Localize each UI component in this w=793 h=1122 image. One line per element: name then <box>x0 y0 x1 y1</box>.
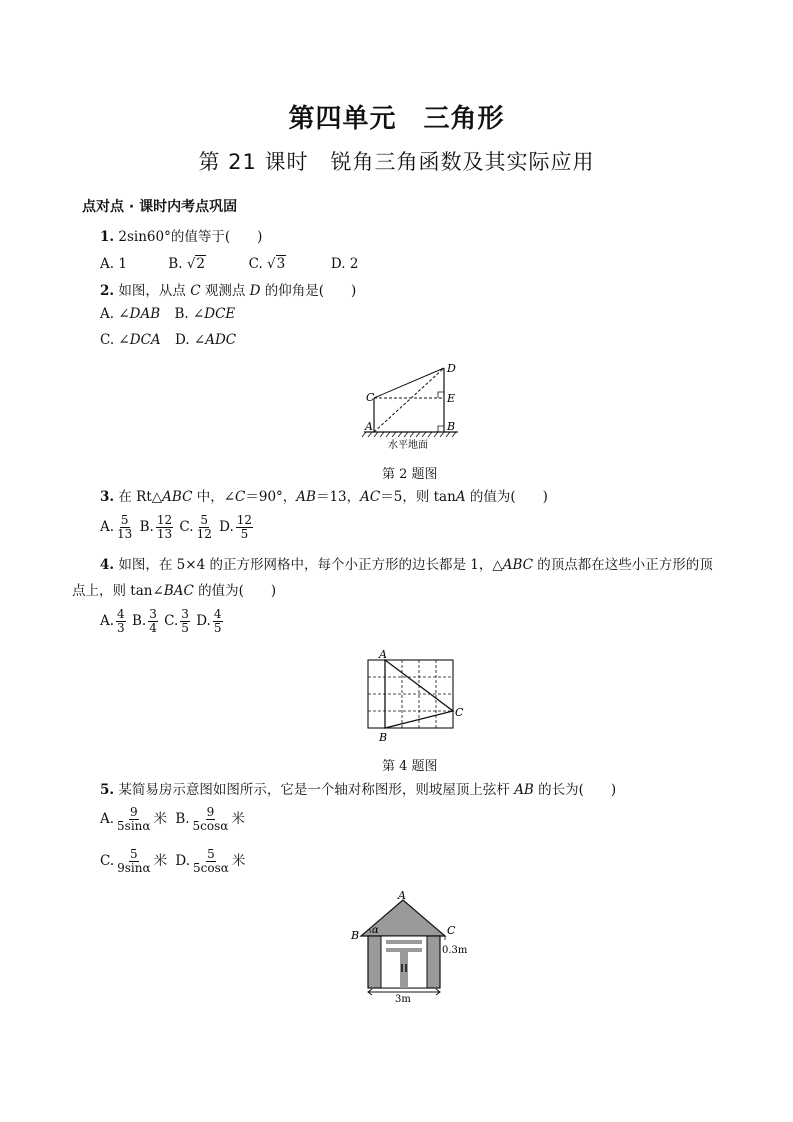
label-a: A <box>365 420 373 433</box>
label-c: C <box>366 391 375 404</box>
ground-label: 水平地面 <box>388 440 428 451</box>
radicand: 2 <box>196 256 206 272</box>
label-width: 3m <box>395 994 411 1005</box>
option-b: B. $\frac{3}{4}$ <box>131 607 157 635</box>
option-a: A. ∠DAB <box>100 306 161 322</box>
question-number: 2. <box>100 283 115 299</box>
label-b: B <box>379 731 388 744</box>
option-d: D. ∠ADC <box>174 332 237 348</box>
option-a: A. 1 <box>100 256 127 272</box>
label-c: C <box>455 706 464 719</box>
label-alpha: α <box>372 925 379 936</box>
question-5: 5. 某简易房示意图如图所示，它是一个轴对称图形，则坡屋顶上弦杆 AB 的长为( ) <box>100 782 617 798</box>
question-number: 1. <box>100 229 115 245</box>
label-b: B <box>351 929 360 942</box>
figure-5 <box>345 888 480 1006</box>
question-number: 5. <box>100 782 115 798</box>
question-1 <box>100 228 262 246</box>
option-c: C. √3 <box>248 256 286 272</box>
figure-4 <box>360 648 472 746</box>
door-pillar <box>400 948 408 988</box>
question-number: 4. <box>100 557 115 573</box>
option-b: B. $\frac{12}{13}$ <box>139 513 173 541</box>
unit-title: 第四单元 三角形 <box>288 104 505 134</box>
label-d: D <box>447 362 456 375</box>
question-5-options-row-1 <box>100 806 245 833</box>
question-3: 3. 在 Rt△ABC 中，∠C＝90°，AB＝13，AC＝5，则 tanA 的值为( ) <box>100 489 548 505</box>
figure-2-caption: 第 2 题图 <box>382 467 438 482</box>
option-c: C. $\frac{5}{12}$ <box>179 513 212 541</box>
question-4-line-2: 点上，则 tan∠BAC 的值为( ) <box>72 583 277 599</box>
label-b: B <box>447 420 456 433</box>
question-number: 3. <box>100 489 115 505</box>
option-b: B. ∠DCE <box>174 306 236 322</box>
option-a: A. $\frac{9}{5\sin\alpha}$ 米 <box>100 805 168 833</box>
option-a: A. $\frac{5}{13}$ <box>100 513 133 541</box>
question-2-options-row-2 <box>100 332 236 348</box>
label-height: 0.3m <box>442 945 468 956</box>
option-d: D. $\frac{5}{5\cos\alpha}$ 米 <box>175 847 246 875</box>
question-5-options-row-2 <box>100 848 245 875</box>
option-d: D. $\frac{12}{5}$ <box>219 513 253 541</box>
option-d: D. $\frac{4}{5}$ <box>196 607 222 635</box>
option-b: B. √2 <box>168 256 206 272</box>
question-2: 2. 如图，从点 C 观测点 D 的仰角是( ) <box>100 283 357 299</box>
option-b: B. $\frac{9}{5\cos\alpha}$ 米 <box>175 805 245 833</box>
lesson-title: 第 21 课时 锐角三角函数及其实际应用 <box>198 150 595 174</box>
option-c: C. ∠DCA <box>100 332 161 348</box>
question-4-options <box>100 608 225 635</box>
label-a: A <box>379 648 387 661</box>
section-title: 点对点 · 课时内考点巩固 <box>82 199 238 215</box>
radicand: 3 <box>276 256 286 272</box>
option-c: C. $\frac{3}{5}$ <box>164 607 189 635</box>
question-stem: 2sin60°的值等于( ) <box>118 229 263 245</box>
figure-2 <box>358 360 468 452</box>
option-d: D. 2 <box>330 256 359 272</box>
label-c: C <box>447 924 456 937</box>
question-1-options <box>100 256 358 272</box>
question-4-line-1: 4. 如图，在 5×4 的正方形网格中，每个小正方形的边长都是 1，△ABC 的顶点都在这些小正方形的顶 <box>100 557 713 573</box>
label-e: E <box>447 392 456 405</box>
question-3-options <box>100 514 255 541</box>
question-2-options-row-1 <box>100 306 235 322</box>
ground-hatching <box>362 432 456 437</box>
grid-lines <box>368 660 453 728</box>
label-a: A <box>398 889 406 902</box>
figure-4-caption: 第 4 题图 <box>382 759 438 774</box>
option-c: C. $\frac{5}{9\sin\alpha}$ 米 <box>100 847 168 875</box>
option-a: A. $\frac{4}{3}$ <box>100 607 125 635</box>
